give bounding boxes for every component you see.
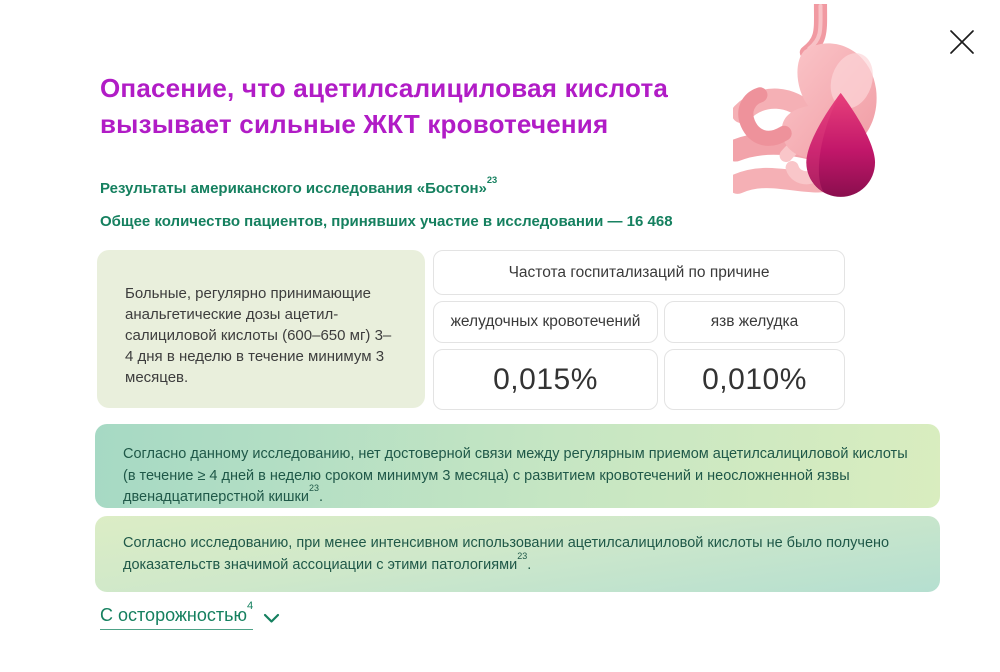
reference-superscript: 23 [517,550,528,561]
stats-header: Частота госпитализаций по причине [433,250,845,295]
stat-value-stomach-ulcers: 0,010% [664,349,845,410]
close-button[interactable] [942,22,982,62]
close-icon [947,27,977,57]
stat-label-stomach-ulcers: язв желудка [664,301,845,343]
conclusion-callout-secondary [95,516,940,592]
reference-superscript: 4 [247,599,254,612]
page-title: Опасение, что ацетилсалициловая кислота вызывает сильные ЖКТ кровотечения [100,73,669,139]
study-results-heading [100,174,498,197]
hospitalization-stats [433,250,845,410]
study-results-text: Результаты американского исследования «Бостон» [100,180,487,197]
reference-superscript: 23 [486,174,498,185]
conclusion-callout-primary [95,424,940,508]
stomach-illustration-graphic [733,4,911,206]
caution-link-label: С осторожностью$^4$ [100,605,253,630]
patients-count-heading: Общее количество пациентов, принявших участие в исследовании — 16 468 [100,213,673,230]
patient-group-panel [97,250,425,408]
stat-label-gastric-bleeding: желудочных кровотечений [433,301,658,343]
stat-value-gastric-bleeding: 0,015% [433,349,658,410]
stomach-blood-drop-illustration [733,4,911,206]
conclusion-primary-text: Согласно данному исследованию, нет достоверной связи между регулярным приемом ацетилсалициловой кислоты (в течение ≥ 4 дней в неделю сроком минимум 3 месяца) с развитием кровотечений и неосложненной язвы двенадцатиперстной кишки$^{23}$. [123,446,908,505]
reference-superscript: 23 [308,483,319,494]
chevron-down-icon [263,613,280,624]
conclusion-secondary-text: Согласно исследованию, при менее интенсивном использовании ацетилсалициловой кислоты не было получено доказательств значимой ассоциации с этими патологиями$^{23}$. [123,535,890,573]
patient-group-text: Больные, регулярно принимающие анальгетические дозы ацетил-салициловой кислоты (600–650 мг) 3–4 дня в неделю в течение минимум 3 месяцев. [125,285,392,386]
caution-link[interactable] [100,599,280,630]
